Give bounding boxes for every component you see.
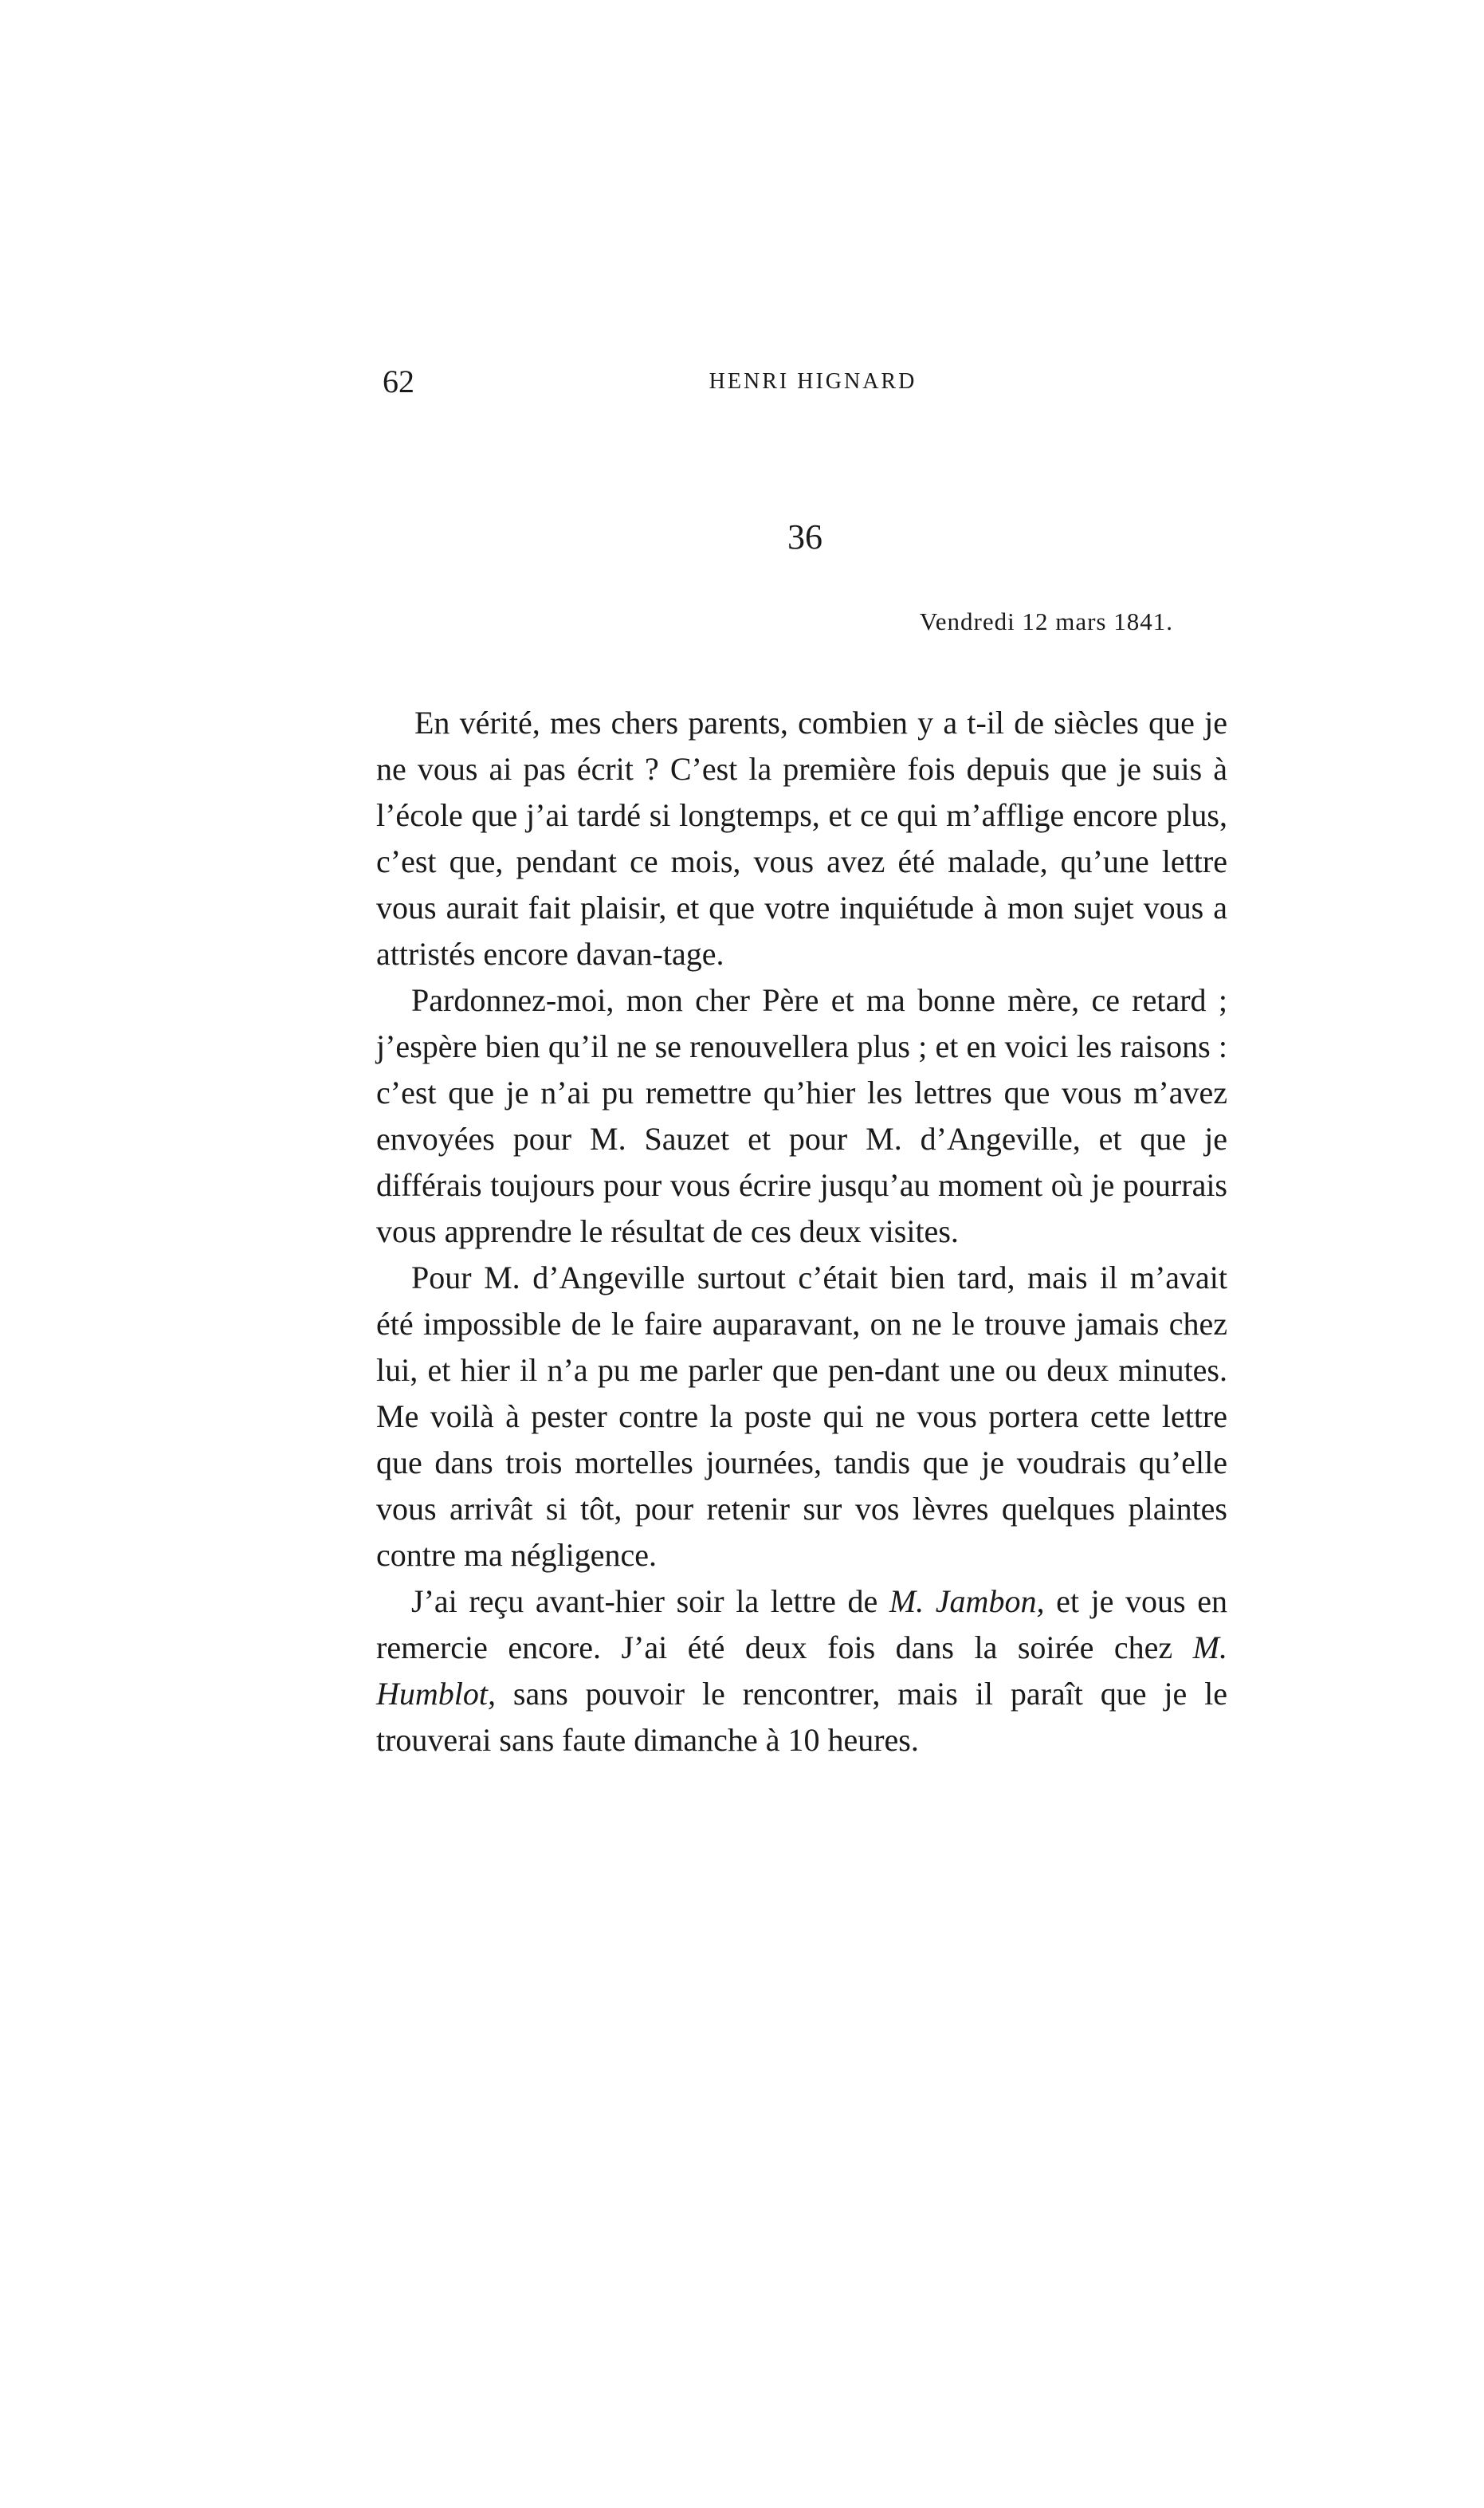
letter-body [376,700,1227,1763]
page-number: 62 [383,364,414,399]
paragraph-4 [376,1578,1227,1763]
paragraph-2: Pardonnez-moi, mon cher Père et ma bonne mère, ce retard ; j’espère bien qu’il ne se renouvellera plus ; et en voici les raisons : c’est que je n’ai pu remettre qu’hier les lettres que vous m’avez envoyées pour M. Sauzet et pour M. d’Angeville, et que je différais toujours pour vous écrire jusqu’au moment où je pourrais vous apprendre le résultat de ces deux visites. [376,982,1227,1249]
name-jambon: M. Jambon, [889,1583,1045,1619]
paragraph-4-text-c: sans pouvoir le rencontrer, mais il paraît que je le trouverai sans faute dimanche à 10 heures. [376,1676,1227,1758]
letter-number: 36 [787,517,822,556]
paragraph-4-text-b: et je vous en remercie encore. J’ai été deux fois dans la soirée chez [376,1583,1227,1665]
paragraph-4-text-a: J’ai reçu avant-hier soir la lettre de [411,1583,889,1619]
paragraph-3: Pour M. d’Angeville surtout c’était bien tard, mais il m’avait été impossible de le faire auparavant, on ne le trouve jamais chez lui, et hier il n’a pu me parler que pen-dant une ou deux minutes. Me voilà à pester contre la poste qui ne vous portera cette lettre que dans trois mortelles journées, tandis que je voudrais qu’elle vous arrivât si tôt, pour retenir sur vos lèvres quelques plaintes contre ma négligence. [376,1260,1227,1573]
running-title: HENRI HIGNARD [709,369,917,394]
running-head [383,363,1227,403]
name-humblot: M. Humblot, [376,1629,1227,1712]
paragraph-1: En vérité, mes chers parents, combien y a t-il de siècles que je ne vous ai pas écrit ? C’est la première fois depuis que je suis à l’école que j’ai tardé si longtemps, et ce qui m’afflige encore plus, c’est que, pendant ce mois, vous avez été malade, qu’une lettre vous aurait fait plaisir, et que votre inquiétude à mon sujet vous a attristés encore davan-tage. [376,705,1227,972]
letter-date: Vendredi 12 mars 1841. [919,607,1173,635]
